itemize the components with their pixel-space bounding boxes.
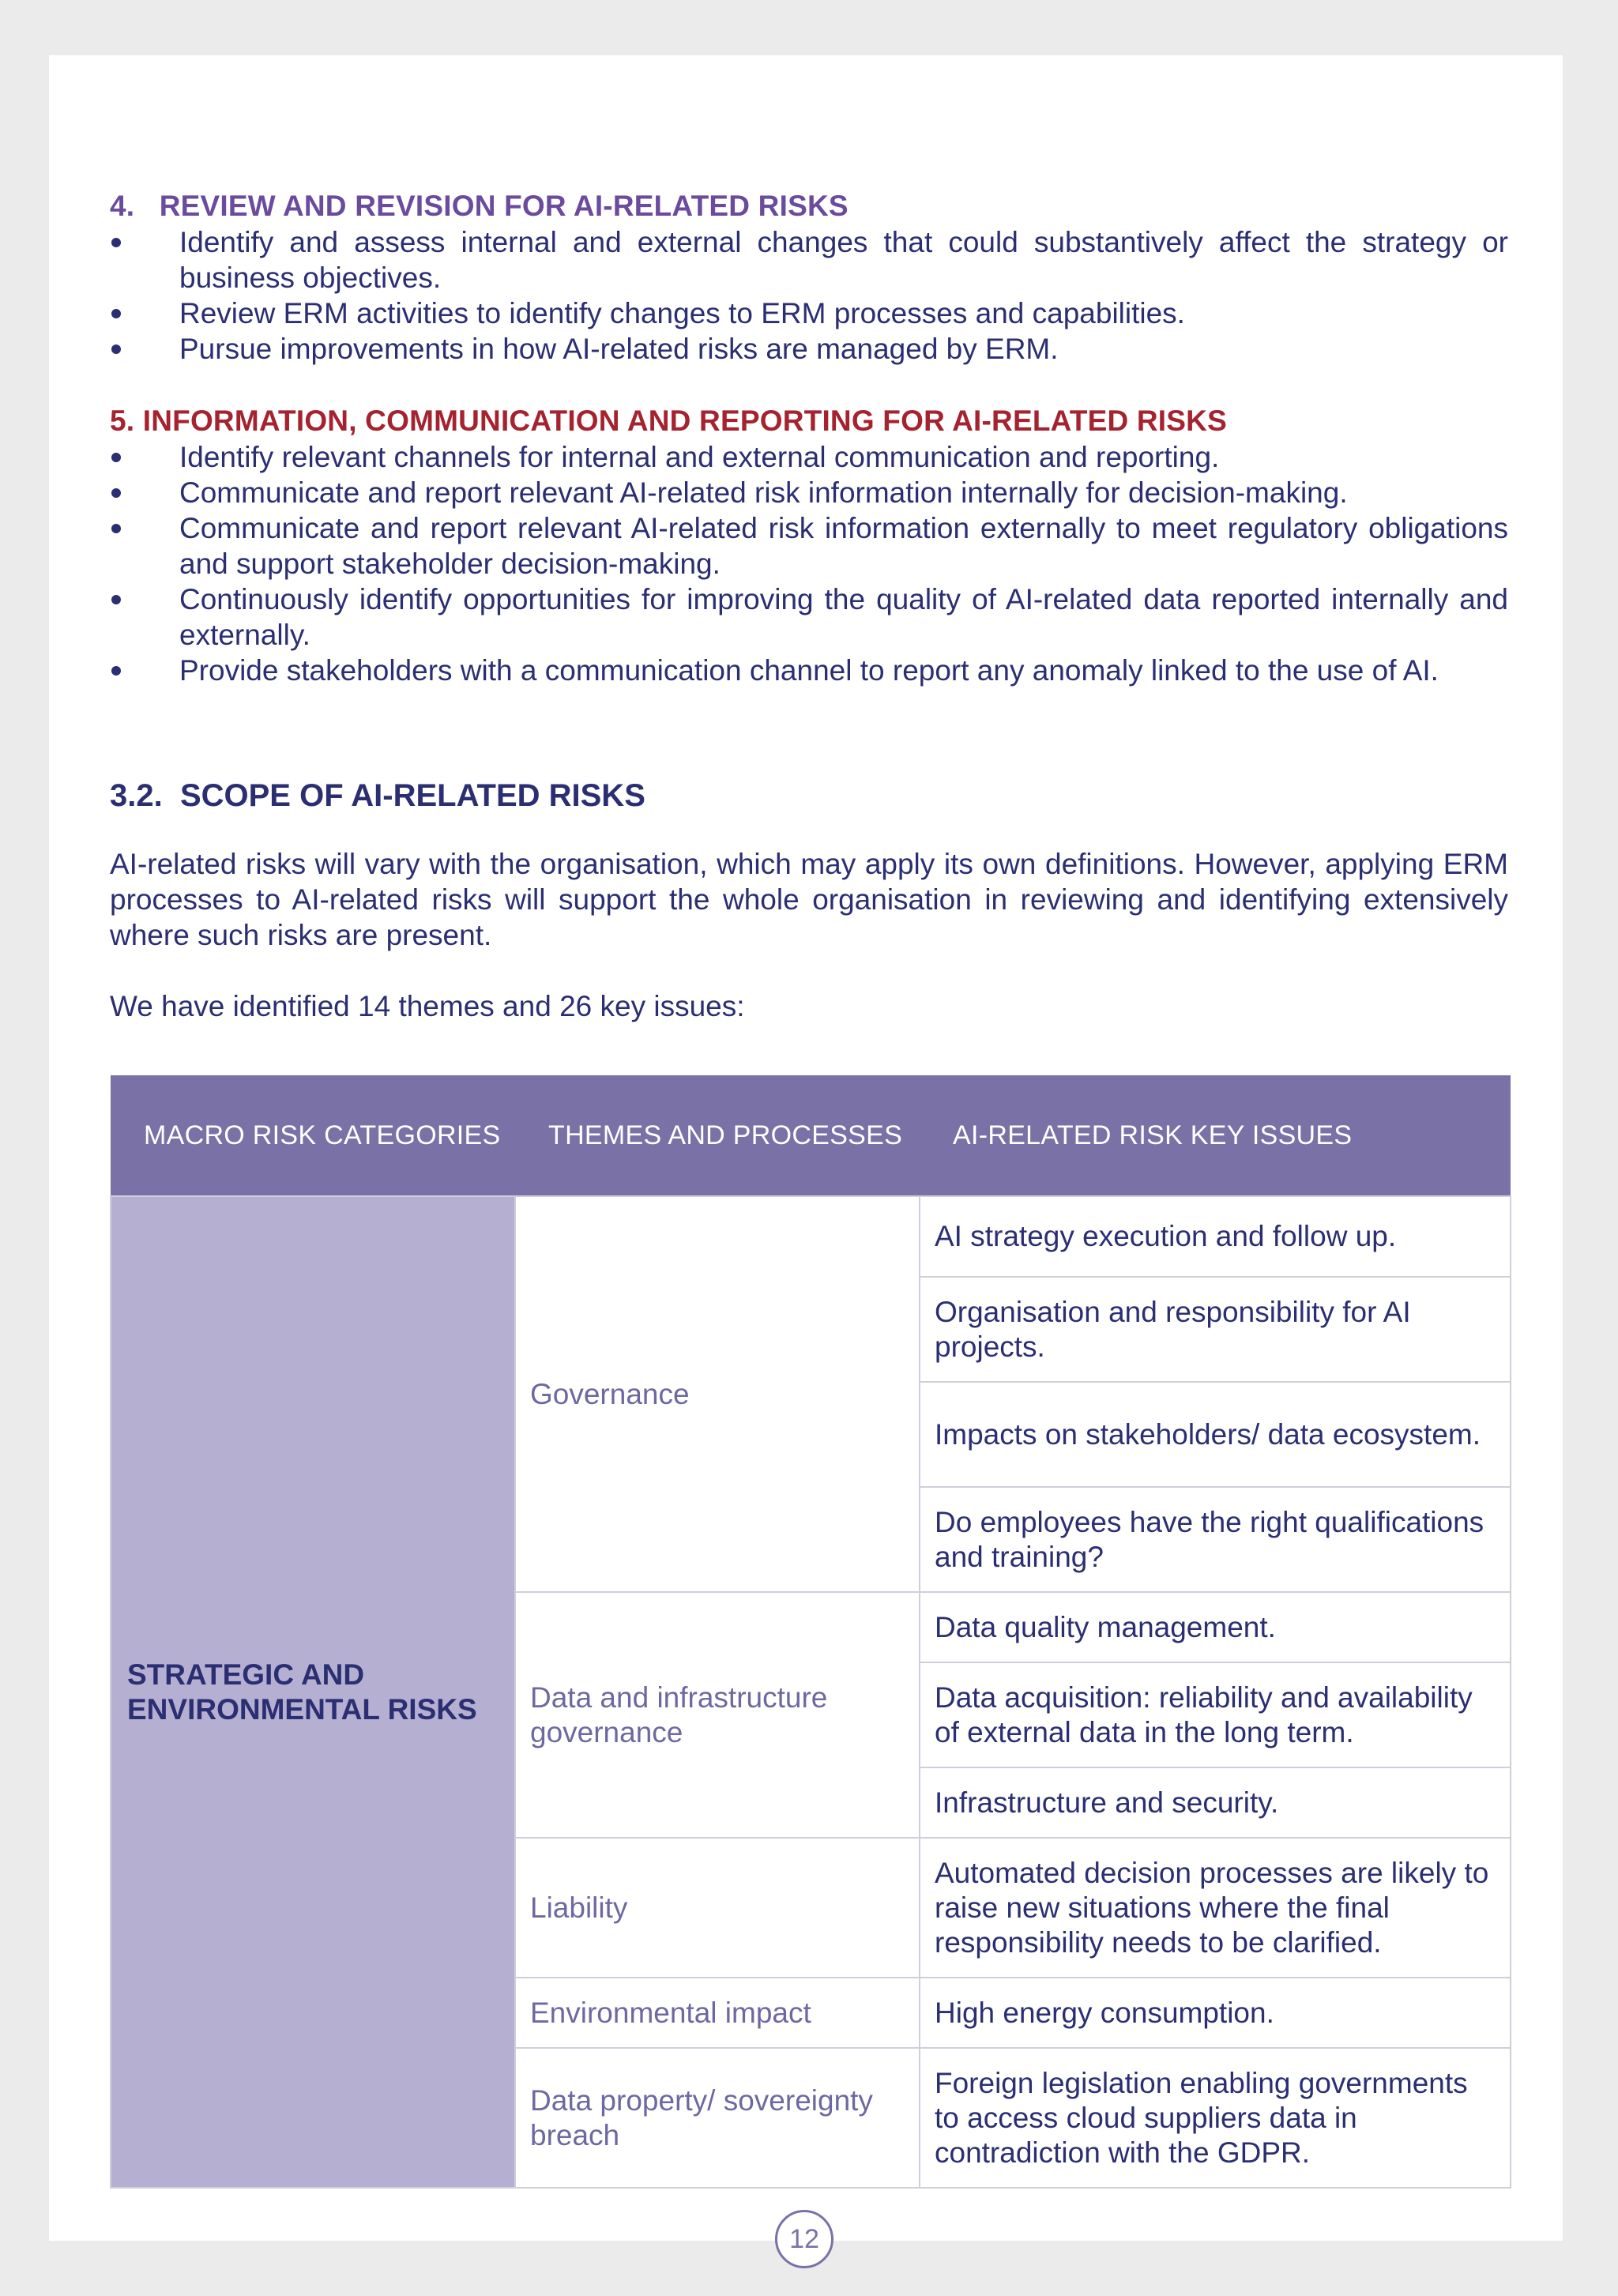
column-header-macro: MACRO RISK CATEGORIES (111, 1075, 515, 1196)
issue-cell: Organisation and responsibility for AI projects. (920, 1277, 1511, 1382)
issue-cell: Impacts on stakeholders/ data ecosystem. (920, 1382, 1511, 1487)
list-item: Continuously identify opportunities for improving the quality of AI-related data reported internally and externally. (179, 583, 1508, 651)
risk-table (110, 1075, 1511, 2189)
list-item: Communicate and report relevant AI-related risk information internally for decision-making. (179, 476, 1348, 509)
macro-category-cell: STRATEGIC AND ENVIRONMENTAL RISKS (111, 1196, 515, 2188)
list-item: Identify relevant channels for internal and external communication and reporting. (179, 441, 1220, 473)
section-5-list (110, 439, 1508, 688)
section-3-2-heading: 3.2. SCOPE OF AI-RELATED RISKS (110, 778, 645, 813)
list-item: Review ERM activities to identify changes to ERM processes and capabilities. (179, 297, 1185, 329)
theme-cell: Data property/ sovereignty breach (515, 2048, 920, 2188)
section-3-2-intro: We have identified 14 themes and 26 key issues: (110, 990, 745, 1022)
theme-cell: Data and infrastructure governance (515, 1592, 920, 1838)
section-4-list (110, 224, 1508, 367)
theme-cell: Governance (515, 1196, 920, 1592)
theme-cell: Liability (515, 1838, 920, 1978)
issue-cell: Infrastructure and security. (920, 1767, 1511, 1838)
list-item: Communicate and report relevant AI-related risk information externally to meet regulatory obligations and support stakeholder decision-making. (179, 512, 1508, 580)
issue-cell: Do employees have the right qualifications and training? (920, 1487, 1511, 1592)
theme-cell: Environmental impact (515, 1978, 920, 2048)
section-3-2-paragraph: AI-related risks will vary with the organisation, which may apply its own definitions. However, applying ERM processes to AI-related risks will support the whole organisation in reviewing and identifying extensively where such risks are present. (110, 848, 1508, 951)
issue-cell: Data acquisition: reliability and availability of external data in the long term. (920, 1662, 1511, 1767)
issue-cell: AI strategy execution and follow up. (920, 1196, 1511, 1277)
column-header-themes: THEMES AND PROCESSES (515, 1075, 920, 1196)
issue-cell: Data quality management. (920, 1592, 1511, 1662)
issue-cell: High energy consumption. (920, 1978, 1511, 2048)
table-row (111, 1196, 1511, 1277)
issue-cell: Automated decision processes are likely to raise new situations where the final responsibility needs to be clarified. (920, 1838, 1511, 1978)
page-number: 12 (775, 2210, 833, 2268)
list-item: Provide stakeholders with a communication channel to report any anomaly linked to the use of AI. (179, 654, 1439, 687)
section-4-heading: 4. REVIEW AND REVISION FOR AI-RELATED RISKS (110, 190, 849, 222)
column-header-issues: AI-RELATED RISK KEY ISSUES (920, 1075, 1511, 1196)
issue-cell: Foreign legislation enabling governments to access cloud suppliers data in contradiction with the GDPR. (920, 2048, 1511, 2188)
page-content (110, 188, 1508, 1024)
list-item: Pursue improvements in how AI-related risks are managed by ERM. (179, 333, 1059, 365)
table-header-row (111, 1075, 1511, 1196)
list-item: Identify and assess internal and external changes that could substantively affect the strategy or business objectives. (179, 226, 1508, 294)
section-5-heading: 5. INFORMATION, COMMUNICATION AND REPORTING FOR AI-RELATED RISKS (110, 405, 1227, 437)
